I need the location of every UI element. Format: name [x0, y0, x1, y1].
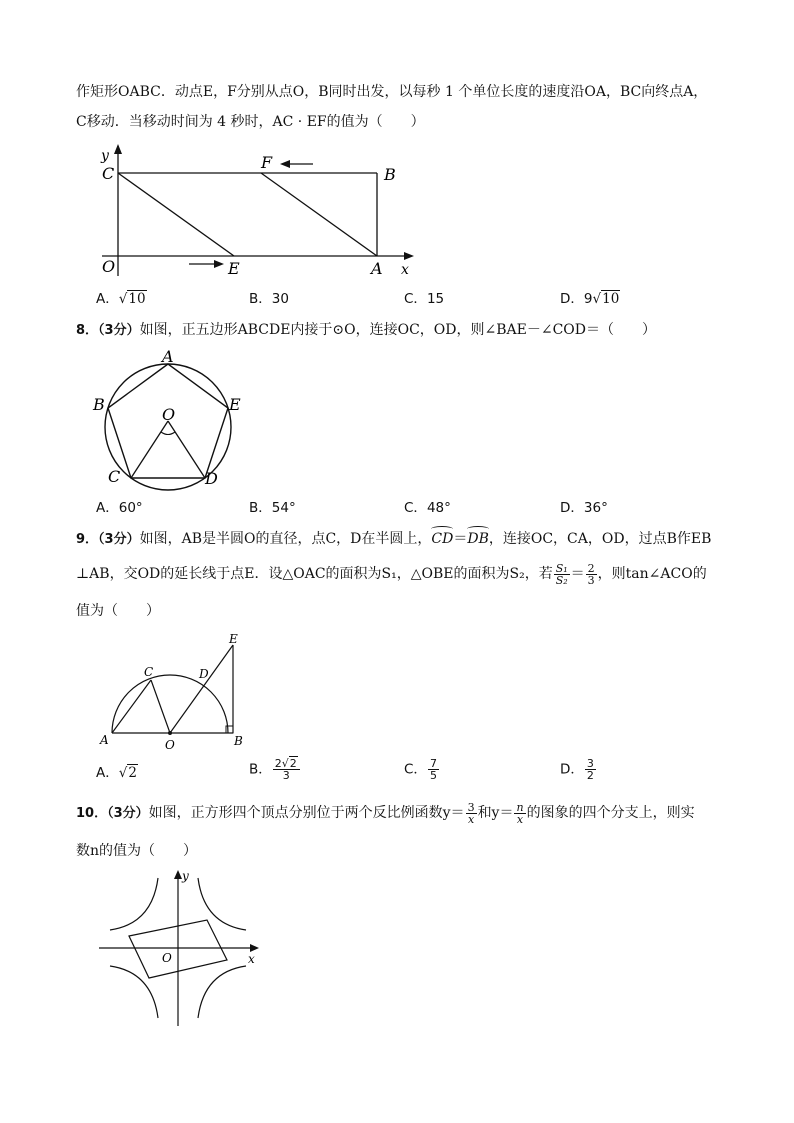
q10-label-y: y: [182, 869, 189, 883]
q7-label-b: B: [384, 165, 396, 184]
q7-text-line2: C移动．当移动时间为 4 秒时，AC · EF的值为（ ）: [76, 114, 425, 130]
q8-label-d: D: [205, 469, 218, 488]
q7-label-a: A: [371, 259, 383, 278]
q8-option-a[interactable]: A．60°: [96, 500, 143, 516]
q9-label-d: D: [199, 667, 209, 681]
q10-label-o: O: [162, 951, 172, 965]
q9-label-e: E: [229, 632, 238, 646]
q8-stem: 8．（3分）如图，正五边形ABCDE内接于⊙O，连接OC，OD，则∠BAE－∠COD＝（ ）: [76, 322, 656, 338]
q8-label-c: C: [108, 467, 121, 486]
q7-label-y: y: [101, 148, 109, 164]
q7-option-d[interactable]: D．9√10: [560, 291, 620, 307]
q8-label-b: B: [93, 395, 105, 414]
q7-option-c[interactable]: C．15: [404, 291, 445, 307]
q9-option-b[interactable]: B． $\frac{2√2}{3}$: [249, 758, 301, 781]
q9-stem-line2: ⊥AB，交OD的延长线于点E．设△OAC的面积为S₁，△OBE的面积为S₂，若 $\frac{\text{S₁}}{\text{S₂}}$ ＝ $\frac{2}{3}$ ，则tan∠ACO的: [76, 561, 707, 587]
q8-label-o: O: [162, 405, 176, 424]
q8-option-b[interactable]: B．54°: [249, 500, 296, 516]
q9-figure: [96, 632, 246, 752]
q8-figure: [90, 346, 240, 494]
q7-label-c: C: [102, 164, 115, 183]
q8-option-d[interactable]: D．36°: [560, 500, 608, 516]
q10-label-x: x: [248, 952, 255, 966]
q9-label-c: C: [144, 665, 154, 679]
q9-label-a: A: [100, 733, 109, 747]
q7-option-a[interactable]: A．√10: [96, 291, 146, 307]
q8-option-c[interactable]: C．48°: [404, 500, 451, 516]
q7-figure: [96, 142, 426, 282]
q10-figure: [96, 866, 266, 1031]
q7-option-b[interactable]: B．30: [249, 291, 289, 307]
q7-label-o: O: [102, 257, 116, 276]
q10-stem-line2: 数n的值为（ ）: [76, 843, 198, 859]
q7-text-line1: 作矩形OABC．动点E，F分别从点O，B同时出发，以每秒 1 个单位长度的速度沿OA，BC向终点A，: [76, 84, 708, 100]
q9-stem-line1: 9．（3分）如图，AB是半圆O的直径，点C，D在半圆上，CD＝DB，连接OC，CA，OD，过点B作EB: [76, 531, 712, 547]
q8-label-e: E: [229, 395, 241, 414]
q7-label-f: F: [261, 153, 273, 172]
q8-label-a: A: [162, 347, 174, 366]
q9-option-d[interactable]: D． $\frac{3}{2}$: [560, 757, 594, 782]
q9-stem-line3: 值为（ ）: [76, 603, 160, 619]
q9-option-c[interactable]: C． $\frac{7}{5}$: [404, 757, 437, 782]
q9-label-b: B: [234, 734, 243, 748]
q9-option-a[interactable]: A．√2: [96, 765, 137, 781]
q9-label-o: O: [165, 738, 175, 752]
q7-label-x: x: [401, 262, 409, 278]
q10-stem-line1: 10．（3分）如图，正方形四个顶点分别位于两个反比例函数y＝ $\frac{3}{x}$ 和y＝ $\frac{n}{x}$ 的图象的四个分支上，则实: [76, 800, 695, 826]
q7-label-e: E: [228, 259, 240, 278]
